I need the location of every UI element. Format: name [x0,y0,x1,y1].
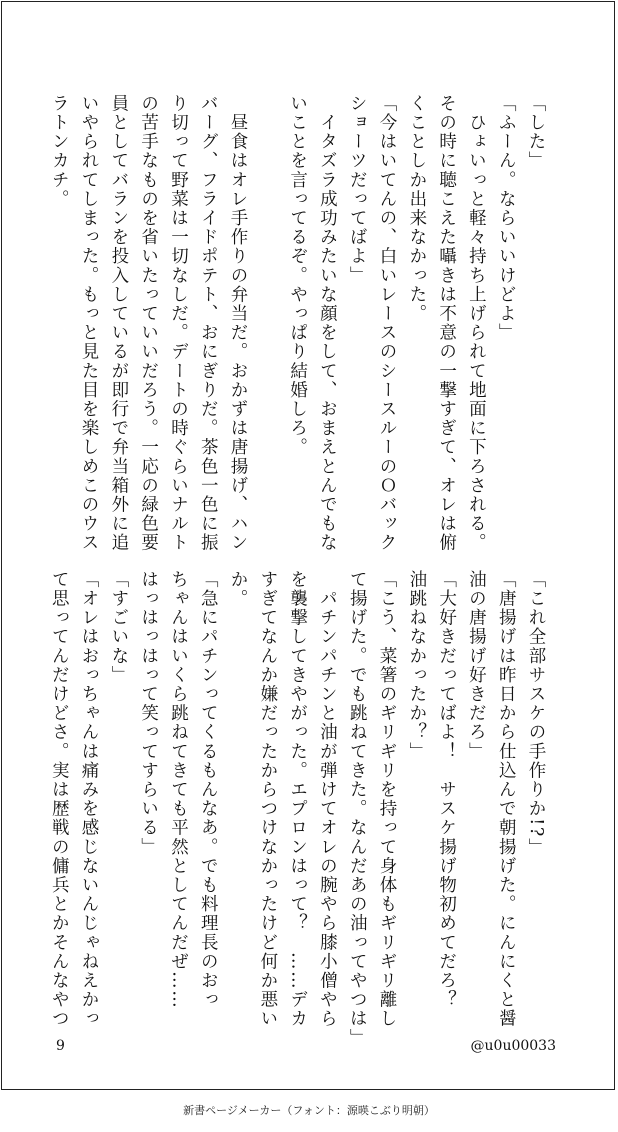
text-line: 昼食はオレ手作りの弁当だ。おかずは唐揚げ、ハン [228,94,249,553]
text-line: いやられてしまった。もっと見た目を楽しめこのウス [79,94,100,553]
text-line: 「今はいてんの、白いレースのシースルーのＯバック [377,94,398,553]
text-line: 油跳ねなかったか？」 [406,570,427,761]
text-line: 「した」 [526,94,546,171]
text-line: り切って野菜は一切なしだ。デートの時ぐらいナルト [168,94,189,553]
text-line: 油の唐揚げ好きだろ」 [466,570,487,761]
text-line: 「急にパチンってくるもんなあ。でも料理長のおっ [198,570,219,1010]
text-line: 「オレはおっちゃんは痛みを感じないんじゃねえかっ [79,570,100,1029]
text-line: 「こう、菜箸のギリギリを持って身体もギリギリ離し [377,570,398,1029]
text-line: て揚げた。でも跳ねてきた。なんだあの油ってやつは」 [347,570,368,1048]
text-line: ちゃんはいくら跳ねてきても平然としてんだぜ…… [168,570,189,1010]
page-number: 9 [56,1038,65,1054]
text-line: て思ってんだけどさ。実は歴戦の傭兵とかそんなやつ [49,570,70,1029]
text-line: いことを言ってるぞ。やっぱり結婚しろ。 [287,94,308,457]
text-line: イタズラ成功みたいな顔をして、おまえとんでもな [317,94,338,553]
footer-credit: 新書ページメーカー（フォント：源暎こぶり明朝） [183,1104,435,1117]
text-line: 「唐揚げは昨日から仕込んで朝揚げた。にんにくと醤 [496,570,517,1029]
text-line: 員としてバランを投入しているが即行で弁当箱外に追 [108,94,129,553]
text-line: を襲撃してきやがった。エプロンはって？ ……デカ [287,570,308,1029]
text-line: すぎてなんか嫌だったからつけなかったけど何か悪い [257,570,278,1029]
book-page [1,1,615,1090]
text-line: ラトンカチ。 [49,94,70,209]
text-line: 「ふーん。ならいいけどよ」 [496,94,517,343]
text-line: パチンパチンと油が弾けてオレの腕やら膝小僧やら [317,570,338,1029]
text-line: か。 [228,570,249,609]
text-line: 「これ全部サスケの手作りか!?」 [526,570,546,858]
text-line: ショーツだってばよ」 [347,94,368,285]
text-line: の苦手なものを省いたっていいだろう。一応の緑色要 [138,94,159,553]
author-handle: @u0u00033 [470,1038,556,1054]
text-line: 「すごいな」 [108,570,129,685]
text-line: はっはっはって笑ってすらいる」 [138,570,159,857]
text-line: バーグ、フライドポテト、おにぎりだ。茶色一色に振 [198,94,219,553]
text-line: 「大好きだってばよ！ サスケ揚げ物初めてだろ？ [436,570,457,1010]
text-line: くことしか出来なかった。 [406,94,427,324]
text-line: ひょいっと軽々持ち上げられて地面に下ろされる。 [466,94,487,553]
text-line [252,94,282,534]
text-block-upper [43,94,550,553]
text-line: その時に聴こえた囁きは不意の一撃すぎて、オレは俯 [436,94,457,553]
